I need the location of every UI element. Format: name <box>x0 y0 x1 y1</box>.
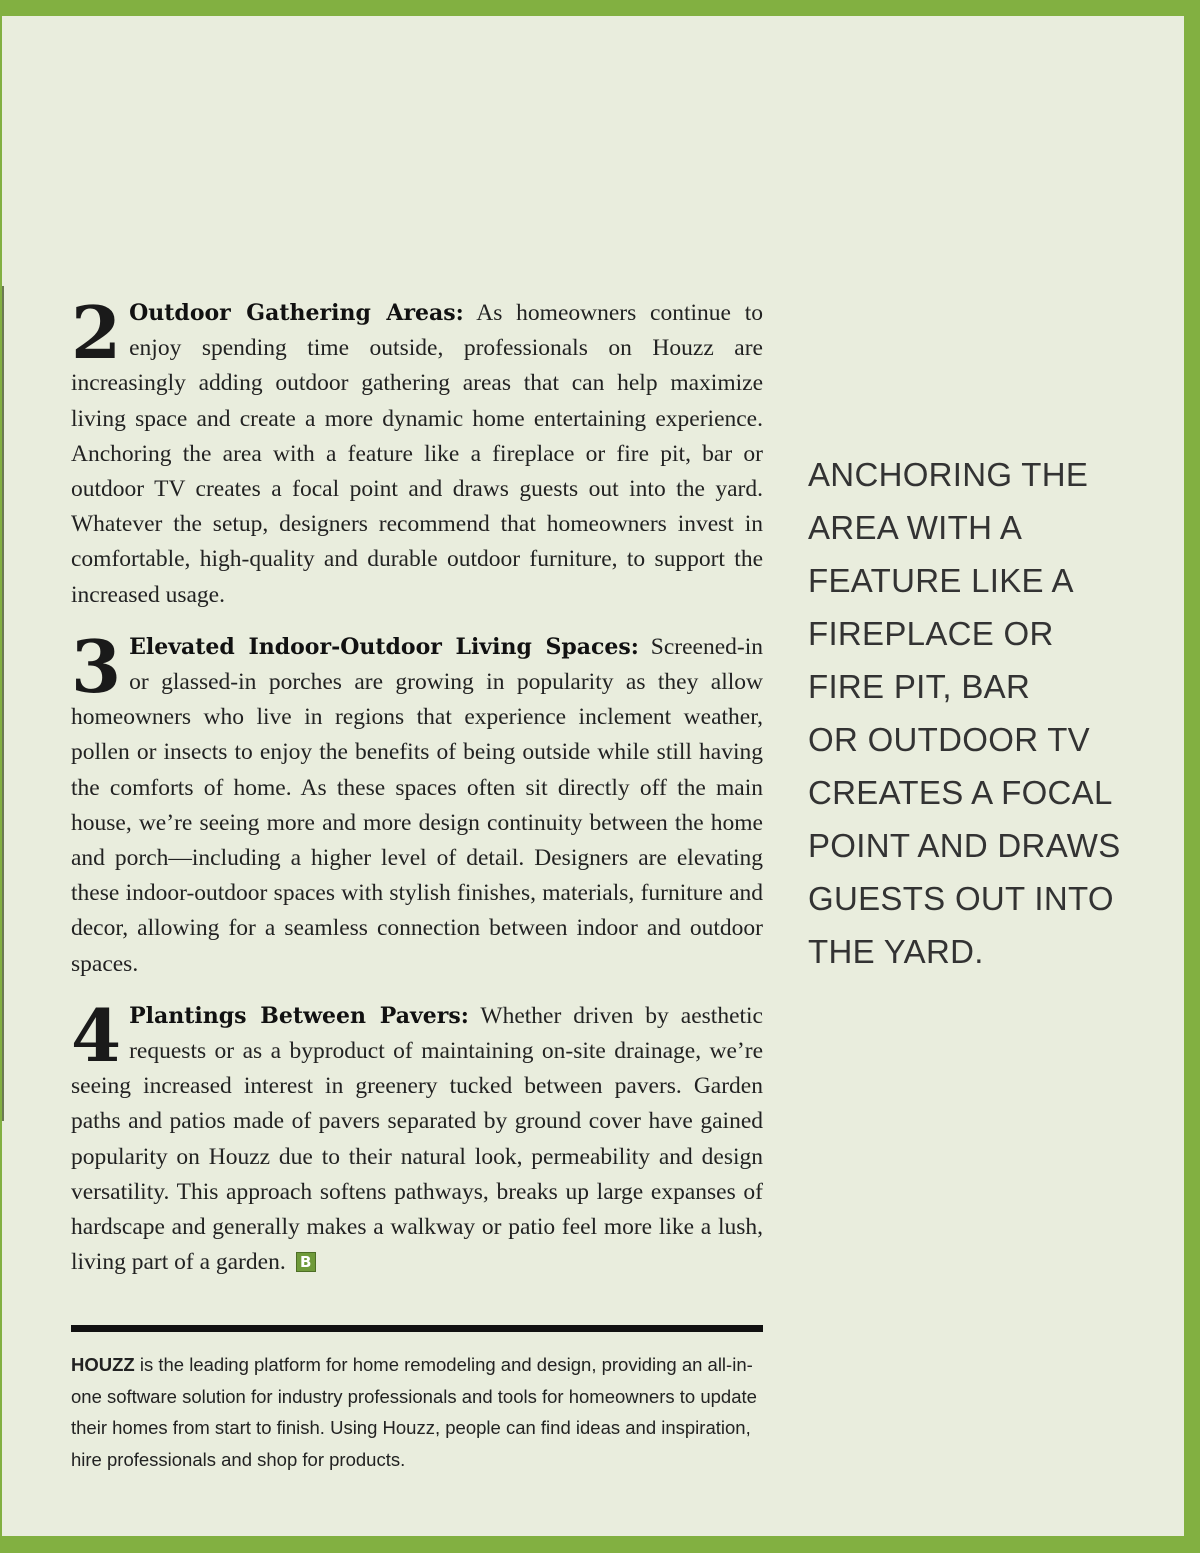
section-number: 4 <box>71 992 120 1078</box>
section-4 <box>71 992 763 1281</box>
section-2 <box>71 290 763 613</box>
about-brand: HOUZZ <box>71 1354 135 1375</box>
section-body: Screened-in or glassed-in porches are growing in popularity as they allow homeowners who live in regions that experience inclement weather, pollen or insects to enjoy the benefits of being outside while still having the comforts of home. As these spaces often sit directly off the main house, we’re seeing more and more design continuity between the home and porch—including a higher level of detail. Designers are elevating these indoor-outdoor spaces with stylish finishes, materials, furniture and decor, allowing for a seamless connection between indoor and outdoor spaces. <box>71 633 763 977</box>
section-number: 2 <box>71 290 120 375</box>
pull-quote-line: FIRE PIT, BAR <box>808 668 1031 705</box>
about-text: is the leading platform for home remodeling and design, providing an all-in-one software solution for industry professionals and tools for homeowners to update their homes from start to finish. Using Houzz, people can find ideas and inspiration, hire professionals and shop for products. <box>71 1354 757 1470</box>
pull-quote-line: FEATURE LIKE A <box>808 562 1074 599</box>
pull-quote-line: THE YARD. <box>808 933 984 970</box>
section-body: Whether driven by aesthetic requests or as a byproduct of maintaining on-site drainage, we’re seeing increased interest in greenery tucked between pavers. Garden paths and patios made of pavers separated by ground cover have gained popularity on Houzz due to their natural look, permeability and design versatility. This approach softens pathways, breaks up large expanses of hardscape and generally makes a walkway or patio feel more like a lush, living part of a garden. <box>71 1002 763 1276</box>
section-body: As homeowners continue to enjoy spending time outside, professionals on Houzz are increasingly adding outdoor gathering areas that can help maximize living space and create a more dynamic home entertaining experience. Anchoring the area with a feature like a fireplace or fire pit, bar or outdoor TV creates a focal point and draws guests out into the yard. Whatever the setup, designers recommend that homeowners invest in comfortable, high-quality and durable outdoor furniture, to support the increased usage. <box>71 300 763 608</box>
about-houzz <box>71 1349 763 1475</box>
pull-quote-line: OR OUTDOOR TV <box>808 721 1090 758</box>
section-heading: Outdoor Gathering Areas: <box>129 300 464 326</box>
pull-quote-line: AREA WITH A <box>808 509 1023 546</box>
pull-quote <box>808 448 1138 978</box>
pull-quote-line: ANCHORING THE <box>808 456 1089 493</box>
section-heading: Plantings Between Pavers: <box>129 1002 469 1029</box>
pull-quote-line: GUESTS OUT INTO <box>808 880 1114 917</box>
section-number: 3 <box>71 623 120 709</box>
end-mark-icon: B <box>296 1252 316 1272</box>
pull-quote-line: FIREPLACE OR <box>808 615 1054 652</box>
pull-quote-line: CREATES A FOCAL <box>808 774 1113 811</box>
left-edge-rule <box>2 286 4 1121</box>
section-3 <box>71 623 763 982</box>
article-body <box>71 290 763 1297</box>
pull-quote-line: POINT AND DRAWS <box>808 827 1121 864</box>
section-heading: Elevated Indoor-Outdoor Living Spaces: <box>129 633 639 660</box>
divider-rule <box>71 1325 763 1332</box>
page <box>2 16 1184 1536</box>
